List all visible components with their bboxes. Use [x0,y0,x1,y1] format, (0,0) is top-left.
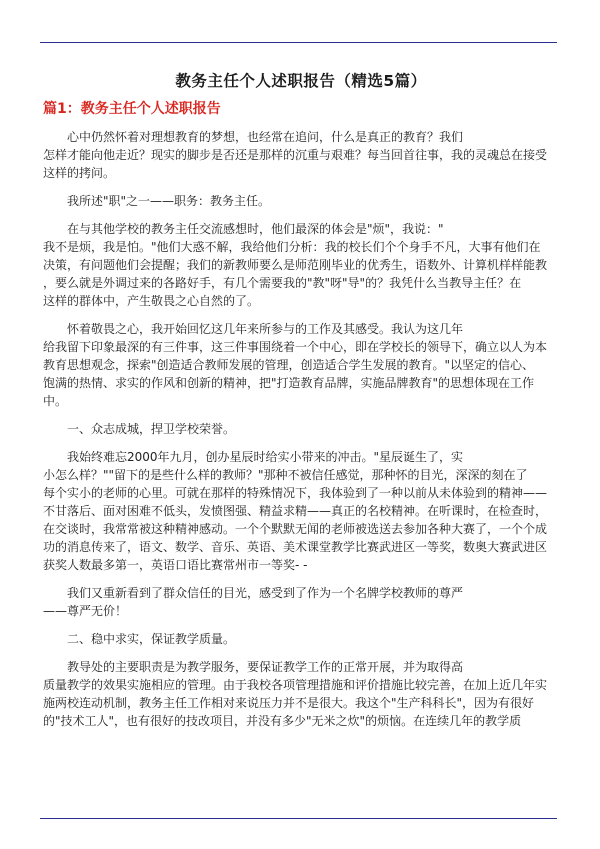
paragraph-list [43,128,559,730]
text-line: 的"技术工人"，也有很好的技改项目，并没有多少"无米之炊"的烦恼。在连续几年的教学质 [43,714,522,728]
document-body [43,70,559,740]
paragraph [43,220,559,310]
paragraph [43,630,559,648]
text-line: 每个实小的老师的心里。可就在那样的特殊情况下，我体验到了一种以前从未体验到的精神—— [43,486,548,500]
text-line: 这样的群体中，产生敬畏之心自然的了。 [43,294,260,308]
text-line: 中。 [43,394,68,408]
text-line: 我们又重新看到了群众信任的目光，感受到了作为一个名牌学校教师的尊严 [67,586,464,600]
text-line: 在与其他学校的教务主任交流感想时，他们最深的体会是"烦"，我说：" [67,222,444,236]
text-line: 怀着敬畏之心，我开始回忆这几年来所参与的工作及其感受。我认为这几年 [67,322,464,336]
text-line: 不甘落后、面对困难不低头，发愤图强、精益求精——真正的名校精神。在听课时，在检查时， [43,504,548,518]
bottom-rule [40,818,557,819]
text-line: 这样的拷问。 [43,166,116,180]
text-line: 怎样才能向他走近？现实的脚步是否还是那样的沉重与艰难？每当回首往事，我的灵魂总在接受 [43,148,548,162]
text-line: 我始终难忘2000年九月，创办星辰时给实小带来的冲击。"星辰诞生了，实 [67,450,464,464]
text-line: ，要么就是外调过来的各路好手，有几个需要我的"教"呀"导"的？我凭什么当教导主任？在 [43,276,522,290]
text-line: 小怎么样？""留下的是些什么样的教师？"那种不被信任感觉，那种怀的目光，深深的刻在了 [43,468,528,482]
text-line: 给我留下印象最深的有三件事，这三件事围绕着一个中心，即在学校长的领导下，确立以人为本 [43,340,548,354]
text-line: 我不是烦，我是怕。"他们大惑不解，我给他们分析：我的校长们个个身手不凡，大事有他们在 [43,240,541,254]
paragraph [43,320,559,410]
text-line: 功的消息传来了，语文、数学、音乐、英语、美术课堂教学比赛武进区一等奖，数奥大赛武进区 [43,540,548,554]
text-line: 决策，有问题他们会提醒；我们的新教师要么是师范刚毕业的优秀生，语数外、计算机样样能教 [43,258,548,272]
text-line: 在交谈时，我常常被这种精神感动。一个个默默无闻的老师被选送去参加各种大赛了，一个个成 [43,522,548,536]
text-line: 一、众志成城，捍卫学校荣誉。 [67,422,236,436]
paragraph [43,448,559,574]
text-line: 质量教学的效果实施相应的管理。由于我校各项管理措施和评价措施比较完善，在加上近几年实 [43,678,548,692]
document-title: 教务主任个人述职报告（精选5篇） [175,72,427,90]
section-title: 篇1：教务主任个人述职报告 [43,101,221,117]
text-line: 施两校连动机制，教务主任工作相对来说压力并不是很大。我这个"生产科科长"，因为有很好 [43,696,535,710]
paragraph [43,584,559,620]
paragraph [43,658,559,730]
text-line: 获奖人数最多第一，英语口语比赛常州市一等奖- - [43,558,308,572]
top-rule [40,42,557,43]
text-line: 饱满的热情、求实的作风和创新的精神，把"打造教育品牌，实施品牌教育"的思想体现在工作 [43,376,535,390]
text-line: 我所述"职"之一——职务：教务主任。 [67,194,271,208]
paragraph [43,420,559,438]
text-line: ——尊严无价！ [43,604,128,618]
text-line: 教育思想观念，探索"创造适合教师发展的管理，创造适合学生发展的教育。"以坚定的信心、 [43,358,535,372]
text-line: 教导处的主要职责是为教学服务，要保证教学工作的正常开展，并为取得高 [67,660,464,674]
text-line: 二、稳中求实，保证教学质量。 [67,632,236,646]
paragraph [43,128,559,182]
text-line: 心中仍然怀着对理想教育的梦想，也经常在追问，什么是真正的教育？我们 [67,130,464,144]
paragraph [43,192,559,210]
